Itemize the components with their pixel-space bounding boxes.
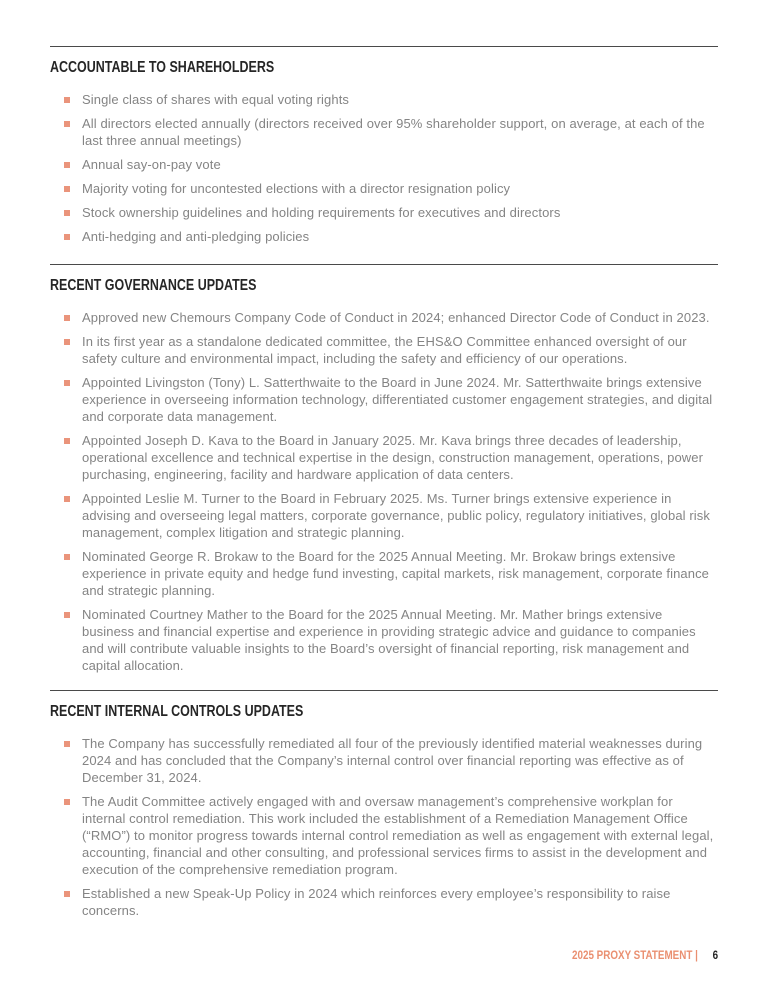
list-item-text: Nominated Courtney Mather to the Board for the 2025 Annual Meeting. Mr. Mather brings extensive business and financial expertise and experience in providing strategic advice and guidance to companies and will contribute valuable insights to the Board’s oversight of financial reporting, risk management and capital allocation. — [82, 607, 696, 673]
section-title-text: RECENT GOVERNANCE UPDATES — [50, 277, 257, 294]
section-accountable-to-shareholders — [50, 46, 718, 245]
list-item — [50, 490, 718, 541]
section-title — [50, 58, 718, 78]
list-item — [50, 606, 718, 674]
section-title-text: ACCOUNTABLE TO SHAREHOLDERS — [50, 59, 275, 76]
list-item — [50, 115, 718, 149]
list-item-text: Appointed Livingston (Tony) L. Satterthwaite to the Board in June 2024. Mr. Satterthwaite brings extensive experience in overseeing information technology, differentiated customer engagement strategies, and digital and corporate data management. — [82, 375, 713, 424]
list-item — [50, 228, 718, 245]
bullet-square-icon — [64, 380, 70, 386]
list-item — [50, 374, 718, 425]
section-divider — [50, 264, 718, 265]
bullet-square-icon — [64, 799, 70, 805]
footer-document-label: 2025 PROXY STATEMENT | — [571, 948, 698, 962]
section-divider — [50, 690, 718, 691]
list-item-text: Nominated George R. Brokaw to the Board for the 2025 Annual Meeting. Mr. Brokaw brings extensive experience in private equity and hedge fund investing, capital markets, risk management, corporate finance and strategic planning. — [82, 549, 710, 598]
bullet-square-icon — [64, 234, 70, 240]
list-item — [50, 156, 718, 173]
bullet-square-icon — [64, 210, 70, 216]
bullet-square-icon — [64, 339, 70, 345]
list-item — [50, 91, 718, 108]
list-item-text: In its first year as a standalone dedicated committee, the EHS&O Committee enhanced oversight of our safety culture and environmental impact, including the safety and efficiency of our operations. — [82, 334, 687, 366]
section-divider — [50, 46, 718, 47]
section-title — [50, 276, 718, 296]
bullet-square-icon — [64, 891, 70, 897]
footer-page-number: 6 — [712, 948, 718, 962]
list-item-text: The Company has successfully remediated all four of the previously identified material weaknesses during 2024 and has concluded that the Company’s internal control over financial reporting was effective as of December 31, 2024. — [82, 736, 703, 785]
section-recent-governance-updates — [50, 264, 718, 674]
list-item — [50, 309, 718, 326]
list-item — [50, 333, 718, 367]
list-item-text: Annual say-on-pay vote — [82, 157, 221, 172]
list-item-text: Anti-hedging and anti-pledging policies — [82, 229, 310, 244]
bullet-square-icon — [64, 612, 70, 618]
footer-inner — [572, 948, 718, 962]
bullet-list — [50, 309, 718, 674]
list-item-text: Approved new Chemours Company Code of Conduct in 2024; enhanced Director Code of Conduct in 2023. — [82, 310, 710, 325]
bullet-square-icon — [64, 186, 70, 192]
page-content — [50, 0, 718, 926]
list-item-text: Single class of shares with equal voting rights — [82, 92, 350, 107]
bullet-square-icon — [64, 315, 70, 321]
list-item — [50, 204, 718, 221]
bullet-square-icon — [64, 97, 70, 103]
list-item-text: The Audit Committee actively engaged with and oversaw management’s comprehensive workplan for internal control remediation. This work included the establishment of a Remediation Management Office (“RMO”) to monitor progress towards internal control remediation as well as engagement with external legal, accounting, financial and other consulting, and professional services firms to assist in the development and execution of the comprehensive remediation program. — [82, 794, 714, 877]
list-item — [50, 180, 718, 197]
page-footer — [540, 948, 718, 962]
bullet-square-icon — [64, 121, 70, 127]
list-item — [50, 548, 718, 599]
bullet-square-icon — [64, 741, 70, 747]
list-item — [50, 793, 718, 878]
bullet-square-icon — [64, 554, 70, 560]
list-item-text: All directors elected annually (directors received over 95% shareholder support, on average, at each of the last three annual meetings) — [82, 116, 705, 148]
bullet-list — [50, 91, 718, 245]
section-title-text: RECENT INTERNAL CONTROLS UPDATES — [50, 703, 304, 720]
list-item — [50, 885, 718, 919]
section-title — [50, 702, 718, 722]
section-recent-internal-controls-updates — [50, 690, 718, 919]
list-item-text: Appointed Joseph D. Kava to the Board in January 2025. Mr. Kava brings three decades of leadership, operational excellence and technical expertise in the design, construction management, operations, power purchasing, engineering, facility and hardware application of data centers. — [82, 433, 704, 482]
bullet-list — [50, 735, 718, 919]
list-item-text: Stock ownership guidelines and holding requirements for executives and directors — [82, 205, 561, 220]
bullet-square-icon — [64, 438, 70, 444]
list-item-text: Established a new Speak-Up Policy in 2024 which reinforces every employee’s responsibility to raise concerns. — [82, 886, 671, 918]
bullet-square-icon — [64, 162, 70, 168]
list-item-text: Majority voting for uncontested elections with a director resignation policy — [82, 181, 511, 196]
list-item-text: Appointed Leslie M. Turner to the Board in February 2025. Ms. Turner brings extensive experience in advising and overseeing legal matters, corporate governance, public policy, regulatory initiatives, global risk management, complex litigation and strategic planning. — [82, 491, 710, 540]
bullet-square-icon — [64, 496, 70, 502]
list-item — [50, 735, 718, 786]
list-item — [50, 432, 718, 483]
